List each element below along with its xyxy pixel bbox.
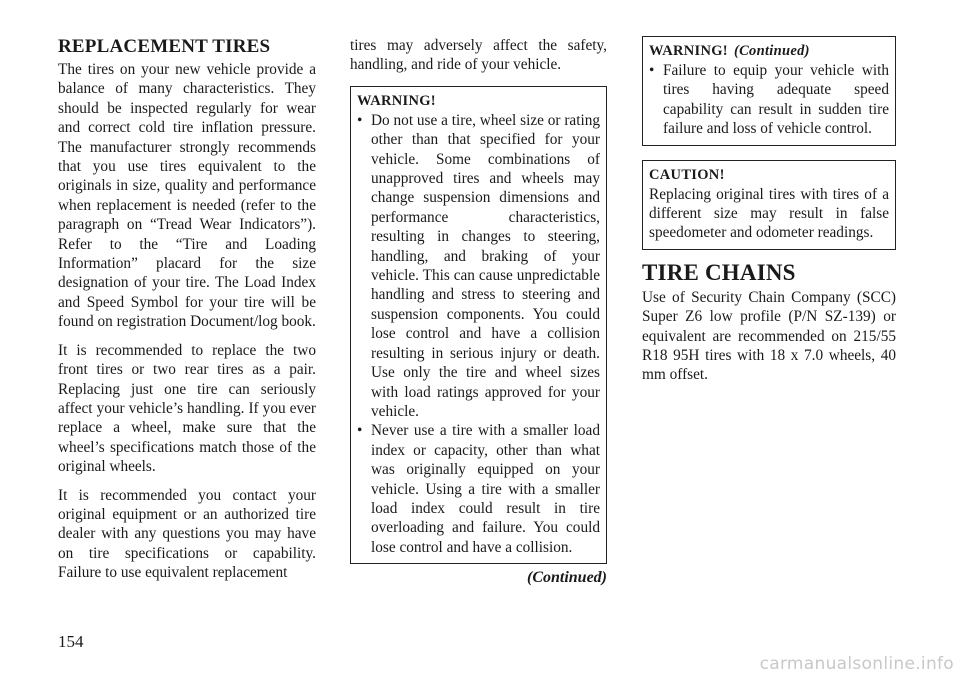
warning-title: WARNING! [649,43,728,59]
warning-title: WARNING! [357,92,436,109]
warning-item-speed-capability: • Failure to equip your vehicle with tires having adequate speed capability can result in sudden tire failure and loss of vehicle control. [649,61,889,139]
left-column [58,36,316,592]
page-number: 154 [58,632,84,651]
warning-list [649,61,889,139]
paragraph-replace-in-pairs: It is recommended to replace the two front tires or two rear tires as a pair. Replacing just one tire can seriously affect your vehicle’s handling. If you ever replace a wheel, make sure that the wheel’s specifications match those of the original wheels. [58,341,316,476]
continued-label: (Continued) [526,569,607,587]
paragraph-continuation: tires may adversely affect the safety, handling, and ride of your vehicle. [350,37,607,74]
section-heading-replacement-tires: REPLACEMENT TIRES [58,36,271,57]
middle-column [350,36,607,588]
warning-item-load-index: • Never use a tire with a smaller load index or capacity, other than what was originally equipped on your vehicle. Using a tire with a smaller load index could result in tire overloading and failure. You could lose control and have a collision. [357,421,600,557]
watermark: carmanualsonline.info [759,654,954,674]
paragraph-tire-chains: Use of Security Chain Company (SCC) Super Z6 low profile (P/N SZ-139) or equivalent are recommended on 215/55 R18 95H tires with 18 x 7.0 wheels, 40 mm offset. [642,288,896,384]
caution-text: Replacing original tires with tires of a different size may result in false speedometer and odometer readings. [649,185,889,242]
caution-box [642,160,896,250]
section-heading-tire-chains: TIRE CHAINS [642,259,796,285]
warning-continued-box [642,36,896,146]
paragraph-contact-dealer: It is recommended you contact your original equipment or an authorized tire dealer with any questions you may have on tire specifications or capability. Failure to use equivalent replacement [58,486,316,582]
warning-item-tire-size: • Do not use a tire, wheel size or rating other than that specified for your vehicle. Some combinations of unapproved tires and wheels may change suspension dimensions and performance characteristics, resulting in changes to steering, handling, and braking of your vehicle. This can cause unpredictable handling and stress to steering and suspension components. You could lose control and have a collision resulting in serious injury or death. Use only the tire and wheel sizes with load ratings approved for your vehicle. [357,111,600,422]
caution-title: CAUTION! [649,166,725,183]
warning-box [350,86,607,564]
right-column [642,36,896,394]
continued-label: (Continued) [733,43,810,59]
warning-list [357,111,600,557]
paragraph-tire-characteristics: The tires on your new vehicle provide a balance of many characteristics. They should be inspected regularly for wear and correct cold tire inflation pressure. The manufacturer strongly recommends that you use tires equivalent to the originals in size, quality and performance when replacement is needed (refer to the paragraph on “Tread Wear Indicators”). Refer to the “Tire and Loading Information” placard for the size designation of your tire. The Load Index and Speed Symbol for your tire will be found on registration Document/log book. [58,61,316,331]
warning-continued-title [649,42,889,61]
